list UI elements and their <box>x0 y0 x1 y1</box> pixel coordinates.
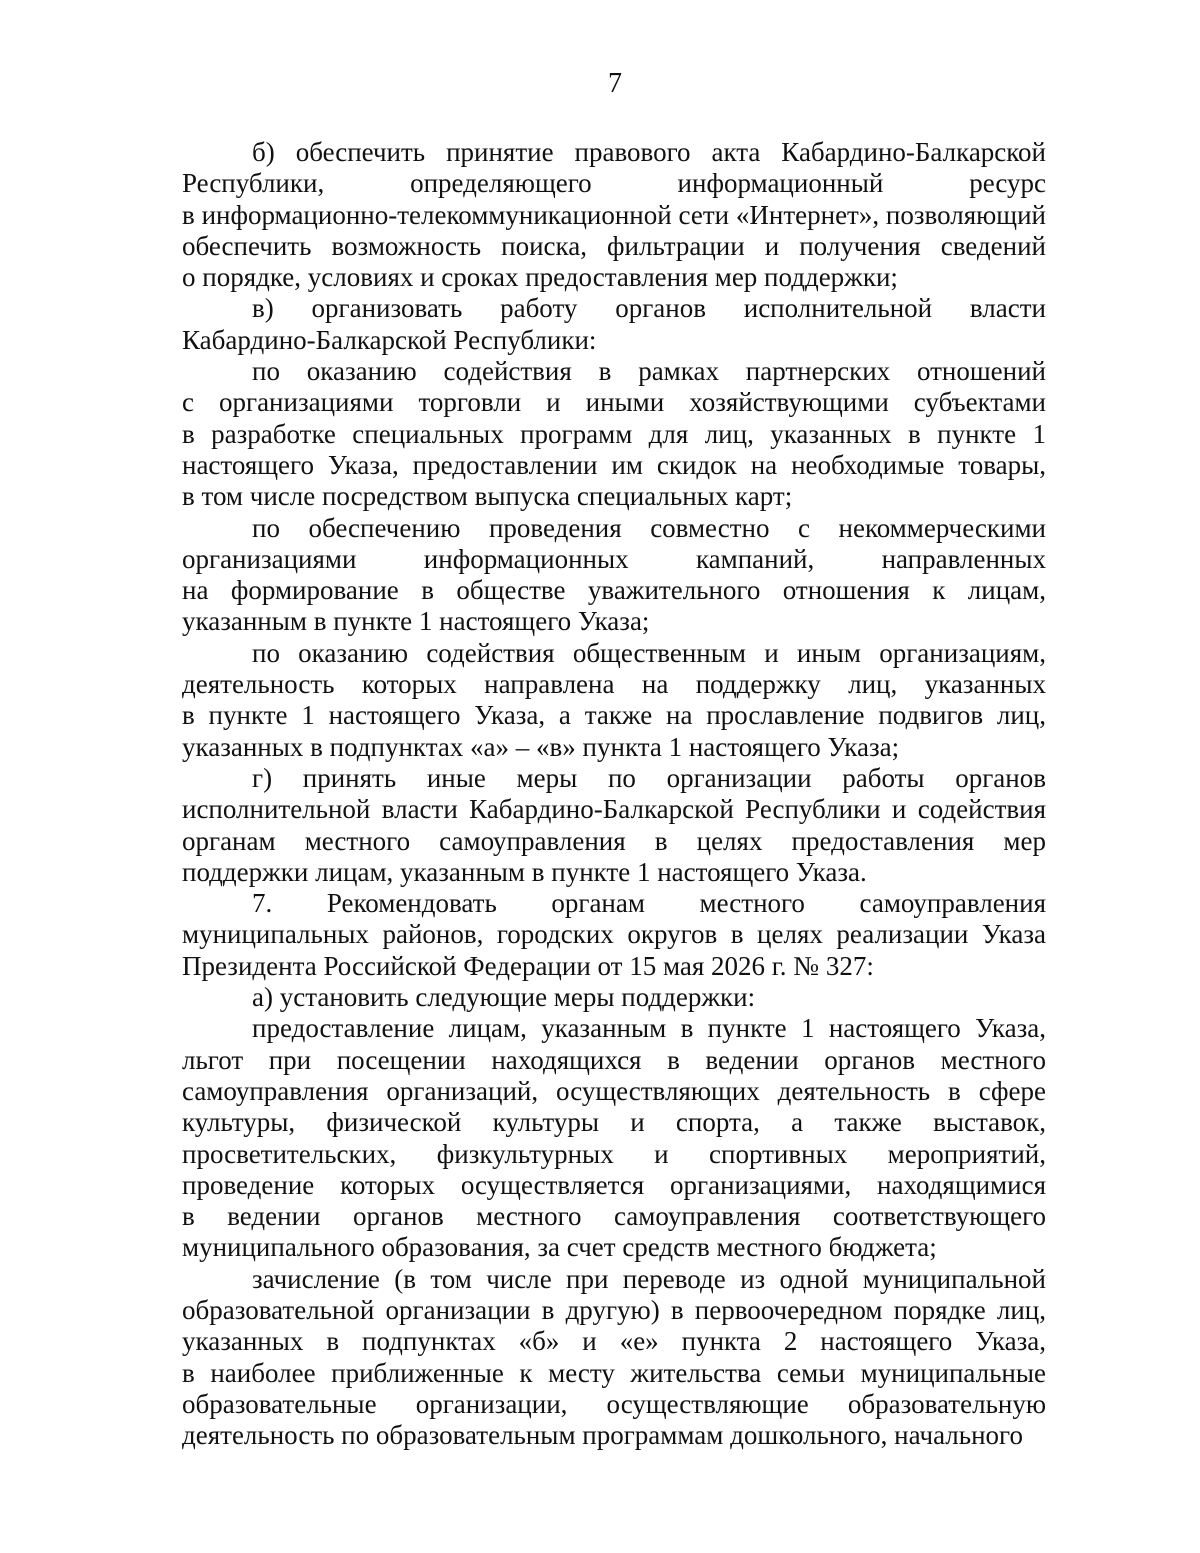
text-line: г) принять иные меры по организации работы органов <box>252 762 1046 793</box>
text-line: органам местного самоуправления в целях предоставления мер <box>182 825 1046 856</box>
text-line: поддержки лицам, указанным в пункте 1 настоящего Указа. <box>182 856 867 887</box>
paragraph <box>182 513 1046 638</box>
text-line: предоставление лицам, указанным в пункте 1 настоящего Указа, <box>252 1013 1046 1044</box>
text-line: образовательной организации в другую) в первоочередном порядке лиц, <box>182 1294 1046 1325</box>
text-line: деятельность которых направлена на поддержку лиц, указанных <box>182 669 1046 700</box>
text-line: а) установить следующие меры поддержки: <box>252 982 756 1013</box>
document-body <box>182 137 1046 1451</box>
text-line: муниципальных районов, городских округов в целях реализации Указа <box>182 919 1046 950</box>
paragraph <box>182 293 1046 356</box>
text-line: в том числе посредством выпуска специальных карт; <box>182 481 793 512</box>
text-line: муниципального образования, за счет средств местного бюджета; <box>182 1232 937 1263</box>
text-line: в наиболее приближенные к месту жительства семьи муниципальные <box>182 1357 1046 1388</box>
text-line: в информационно-телекоммуникационной сети «Интернет», позволяющий <box>182 199 1046 230</box>
text-line: просветительских, физкультурных и спортивных мероприятий, <box>182 1138 1046 1169</box>
text-line: Кабардино-Балкарской Республики: <box>182 324 597 355</box>
text-line: в разработке специальных программ для лиц, указанных в пункте 1 <box>182 418 1046 449</box>
text-line: образовательные организации, осуществляющие образовательную <box>182 1388 1046 1419</box>
text-line: культуры, физической культуры и спорта, а также выставок, <box>182 1107 1046 1138</box>
text-line: в) организовать работу органов исполнительной власти <box>252 293 1046 324</box>
text-line: деятельность по образовательным программам дошкольного, начального <box>182 1420 1023 1451</box>
paragraph <box>182 763 1046 888</box>
text-line: зачисление (в том числе при переводе из одной муниципальной <box>252 1263 1046 1294</box>
text-line: б) обеспечить принятие правового акта Кабардино-Балкарской <box>252 137 1046 167</box>
text-line: по оказанию содействия в рамках партнерских отношений <box>252 356 1046 387</box>
text-line: организациями информационных кампаний, направленных <box>182 543 1046 574</box>
text-line: в ведении органов местного самоуправления соответствующего <box>182 1201 1046 1232</box>
text-line: 7. Рекомендовать органам местного самоуправления <box>252 888 1046 919</box>
paragraph <box>182 1013 1046 1263</box>
text-line: Президента Российской Федерации от 15 мая 2026 г. № 327: <box>182 950 874 981</box>
paragraph <box>182 982 1046 1013</box>
text-line: по оказанию содействия общественным и иным организациям, <box>252 637 1046 668</box>
paragraph <box>182 638 1046 763</box>
text-line: указанных в подпунктах «б» и «е» пункта 2 настоящего Указа, <box>182 1326 1046 1357</box>
text-line: настоящего Указа, предоставлении им скидок на необходимые товары, <box>182 449 1046 480</box>
paragraph <box>182 356 1046 512</box>
page-number: 7 <box>608 68 622 99</box>
text-line: указанным в пункте 1 настоящего Указа; <box>182 606 650 637</box>
paragraph <box>182 137 1046 293</box>
text-line: исполнительной власти Кабардино-Балкарской Республики и содействия <box>182 794 1046 825</box>
text-line: самоуправления организаций, осуществляющих деятельность в сфере <box>182 1075 1046 1106</box>
text-line: с организациями торговли и иными хозяйствующими субъектами <box>182 387 1046 418</box>
text-line: о порядке, условиях и сроках предоставления мер поддержки; <box>182 262 898 293</box>
text-line: обеспечить возможность поиска, фильтрации и получения сведений <box>182 230 1046 261</box>
text-line: в пункте 1 настоящего Указа, а также на прославление подвигов лиц, <box>182 700 1046 731</box>
paragraph <box>182 1264 1046 1452</box>
text-line: по обеспечению проведения совместно с некоммерческими <box>252 512 1046 543</box>
text-line: указанных в подпунктах «а» – «в» пункта 1 настоящего Указа; <box>182 731 900 762</box>
text-line: на формирование в обществе уважительного отношения к лицам, <box>182 575 1046 606</box>
text-line: Республики, определяющего информационный ресурс <box>182 168 1046 199</box>
paragraph <box>182 888 1046 982</box>
text-line: льгот при посещении находящихся в ведении органов местного <box>182 1044 1046 1075</box>
text-line: проведение которых осуществляется организациями, находящимися <box>182 1169 1046 1200</box>
